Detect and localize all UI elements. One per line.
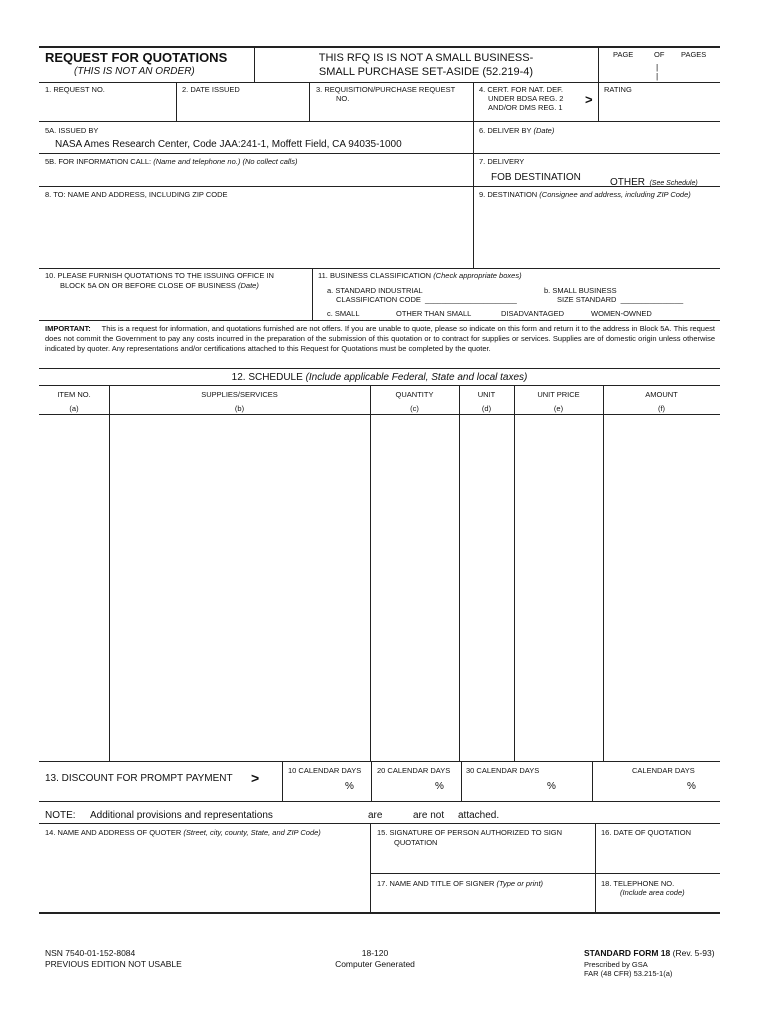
footer-prescribed: Prescribed by GSA	[584, 960, 648, 969]
discount-label: 13. DISCOUNT FOR PROMPT PAYMENT	[45, 773, 233, 784]
form-title: REQUEST FOR QUOTATIONS	[45, 50, 228, 65]
telephone-label: 18. TELEPHONE NO.	[601, 879, 675, 888]
note-are-option[interactable]: are	[368, 810, 383, 821]
quoter-label-text: 14. NAME AND ADDRESS OF QUOTER	[45, 828, 182, 837]
col-item-no-letter: (a)	[69, 404, 79, 413]
destination-text: 9. DESTINATION	[479, 190, 538, 199]
fob-destination-option[interactable]: FOB DESTINATION	[491, 172, 581, 183]
furnish-line2	[60, 281, 259, 290]
rfq-setaside-line1: THIS RFQ IS IS NOT A SMALL BUSINESS-	[318, 52, 534, 64]
note-are-not-option[interactable]: are not	[413, 810, 445, 821]
discount-20-pct[interactable]: %	[435, 781, 444, 792]
women-owned-option[interactable]: WOMEN-OWNED	[591, 309, 652, 318]
requisition-label-2: NO.	[336, 94, 350, 103]
issued-by-value: NASA Ames Research Center, Code JAA:241-1, Moffett Field, CA 94035-1000	[55, 139, 402, 150]
delivery-label: 7. DELIVERY	[479, 157, 525, 166]
discount-10-pct[interactable]: %	[345, 781, 354, 792]
page-label: PAGE	[613, 50, 634, 59]
footer-code: 18-120	[361, 948, 389, 958]
telephone-hint: (Include area code)	[620, 888, 685, 897]
footer-form-id	[584, 948, 715, 958]
rating-label: RATING	[604, 85, 632, 94]
schedule-title-hint: (Include applicable Federal, State and local taxes)	[305, 372, 528, 383]
important-label: IMPORTANT:	[45, 324, 91, 333]
discount-20-days: 20 CALENDAR DAYS	[377, 766, 451, 775]
other-than-small-option[interactable]: OTHER THAN SMALL	[396, 309, 472, 318]
note-label: NOTE:	[45, 810, 76, 821]
footer-form-name: STANDARD FORM 18	[584, 948, 671, 958]
col-item-no: ITEM NO.	[57, 390, 91, 399]
sic-label-2: CLASSIFICATION CODE ______________________	[336, 295, 517, 304]
important-text: This is a request for information, and quotations furnished are not offers. If you are unable to quote, please so indicate on this form and return it to the address in Block 5A. This request does not commit the Government to pay any costs incurred in the preparation of the submission of this quotation or to contract for supplies or services. Supplies are of domestic origin unless otherwise indicated by quoter. Any representations and/or certifications attached to this Request for Quotations must be completed by the quoter.	[45, 324, 715, 354]
schedule-title-text: 12. SCHEDULE	[231, 372, 303, 383]
furnish-line2-text: BLOCK 5A ON OR BEFORE CLOSE OF BUSINESS	[60, 281, 236, 290]
issued-by-label: 5A. ISSUED BY	[45, 126, 99, 135]
footer-computer-generated: Computer Generated	[335, 959, 415, 969]
footer-nsn: NSN 7540-01-152-8084	[45, 948, 136, 958]
info-call-text: 5B. FOR INFORMATION CALL:	[45, 157, 152, 166]
disadvantaged-option[interactable]: DISADVANTAGED	[501, 309, 565, 318]
cert-label-1: 4. CERT. FOR NAT. DEF.	[479, 85, 563, 94]
business-class-text: 11. BUSINESS CLASSIFICATION	[318, 271, 432, 280]
signer-name-text: 17. NAME AND TITLE OF SIGNER	[377, 879, 495, 888]
page-mark: |	[656, 62, 659, 72]
of-label: OF	[654, 50, 665, 59]
signer-name-label	[377, 879, 543, 888]
col-amount-letter: (f)	[657, 404, 666, 413]
col-amount: AMOUNT	[645, 390, 678, 399]
discount-cal-days: CALENDAR DAYS	[632, 766, 695, 775]
deliver-by-text: 6. DELIVER BY	[479, 126, 532, 135]
other-delivery-hint: (See Schedule)	[649, 180, 698, 187]
business-class-hint: (Check appropriate boxes)	[433, 271, 522, 280]
col-unit: UNIT	[477, 390, 496, 399]
note-attached: attached.	[458, 810, 500, 821]
rfq-setaside-line2: SMALL PURCHASE SET-ASIDE (52.219-4)	[318, 66, 534, 78]
footer-form-rev: (Rev. 5-93)	[672, 948, 715, 958]
quoter-label-hint: (Street, city, county, State, and ZIP Code)	[183, 828, 321, 837]
furnish-line1: 10. PLEASE FURNISH QUOTATIONS TO THE ISSUING OFFICE IN	[45, 271, 274, 280]
important-notice	[45, 324, 715, 355]
sic-label-1: a. STANDARD INDUSTRIAL	[327, 286, 423, 295]
footer-prev-edition: PREVIOUS EDITION NOT USABLE	[45, 959, 182, 969]
cert-label-3: AND/OR DMS REG. 1	[488, 103, 563, 112]
schedule-title	[39, 372, 720, 383]
footer-far: FAR (48 CFR) 53.215-1(a)	[584, 969, 673, 978]
discount-30-days: 30 CALENDAR DAYS	[466, 766, 540, 775]
requisition-label-1: 3. REQUISITION/PURCHASE REQUEST	[316, 85, 456, 94]
discount-30-pct[interactable]: %	[547, 781, 556, 792]
col-supplies: SUPPLIES/SERVICES	[201, 390, 278, 399]
discount-arrow-icon: >	[251, 770, 260, 786]
signature-label-2: QUOTATION	[394, 838, 438, 847]
col-unit-price-letter: (e)	[553, 404, 564, 413]
cert-arrow-icon: >	[585, 92, 593, 107]
signer-name-hint: (Type or print)	[496, 879, 544, 888]
to-label: 8. TO: NAME AND ADDRESS, INCLUDING ZIP CODE	[45, 190, 228, 199]
col-quantity-letter: (c)	[410, 404, 419, 413]
furnish-line2-hint: (Date)	[237, 281, 259, 290]
size-std-label-1: b. SMALL BUSINESS	[544, 286, 617, 295]
col-quantity: QUANTITY	[395, 390, 434, 399]
col-unit-letter: (d)	[481, 404, 492, 413]
cert-label-2: UNDER BDSA REG. 2	[488, 94, 564, 103]
deliver-by-hint: (Date)	[533, 126, 555, 135]
business-class-label	[318, 271, 522, 280]
pages-label: PAGES	[681, 50, 707, 59]
of-mark: |	[656, 71, 659, 81]
size-std-label-2: SIZE STANDARD _______________	[557, 295, 684, 304]
signature-label-1: 15. SIGNATURE OF PERSON AUTHORIZED TO SIGN	[377, 828, 563, 837]
other-delivery-text: OTHER	[610, 177, 645, 188]
info-call-hint: (Name and telephone no.) (No collect calls)	[153, 157, 298, 166]
destination-label	[479, 190, 691, 199]
discount-10-days: 10 CALENDAR DAYS	[288, 766, 362, 775]
col-supplies-letter: (b)	[234, 404, 245, 413]
request-no-label: 1. REQUEST NO.	[45, 85, 105, 94]
quoter-label	[45, 828, 321, 837]
other-delivery-option[interactable]	[610, 172, 698, 190]
date-issued-label: 2. DATE ISSUED	[182, 85, 240, 94]
discount-cal-pct[interactable]: %	[687, 781, 696, 792]
note-text: Additional provisions and representations	[90, 810, 273, 821]
form-subtitle: (THIS IS NOT AN ORDER)	[74, 66, 195, 77]
deliver-by-label	[479, 126, 554, 135]
small-option[interactable]: c. SMALL	[327, 309, 360, 318]
date-of-quotation-label: 16. DATE OF QUOTATION	[601, 828, 692, 837]
info-call-label	[45, 157, 297, 166]
col-unit-price: UNIT PRICE	[537, 390, 580, 399]
destination-hint: (Consignee and address, including ZIP Code)	[539, 190, 691, 199]
